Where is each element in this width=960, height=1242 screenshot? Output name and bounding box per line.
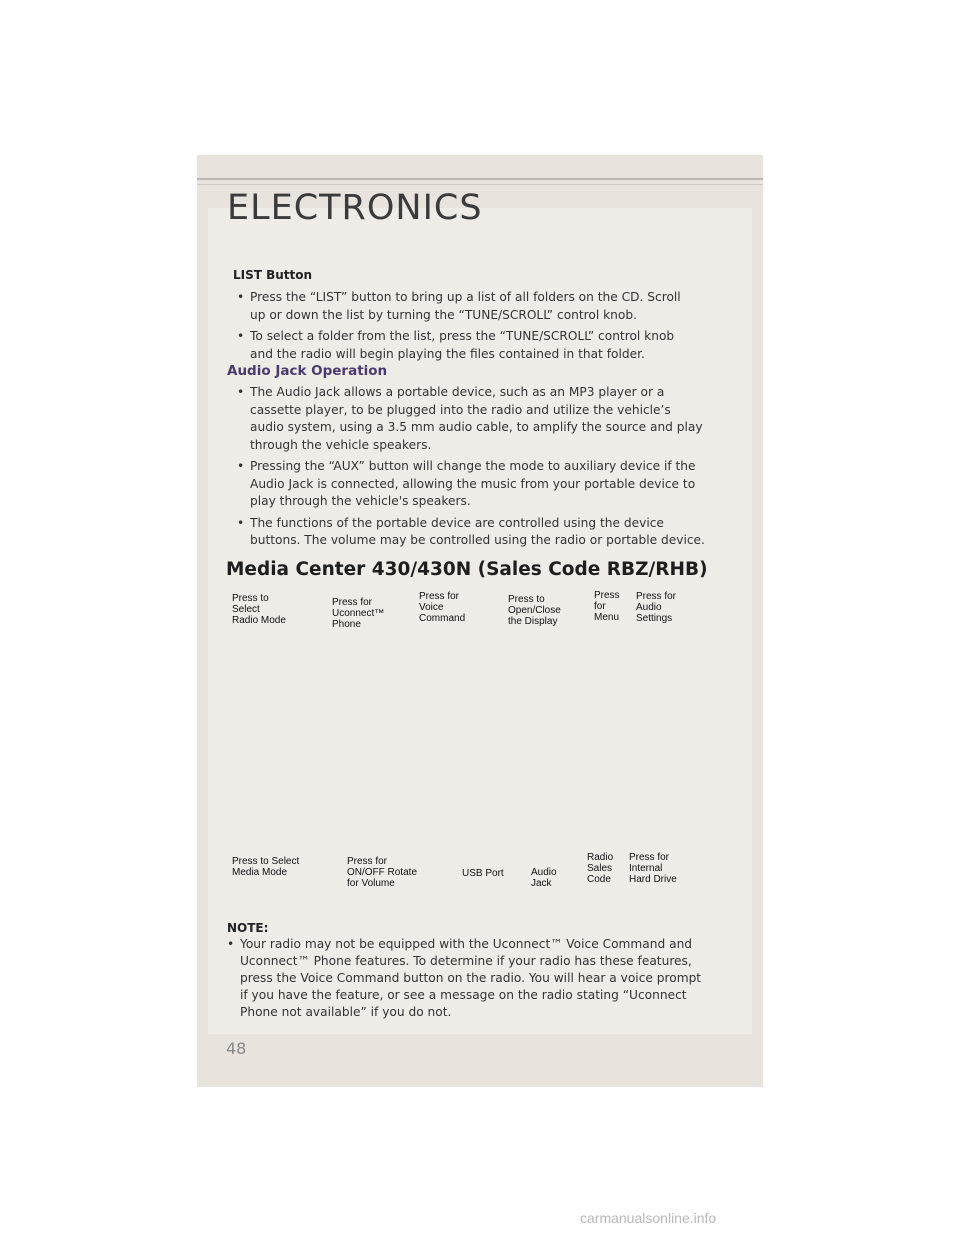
callout-radio-sales-code: Radio Sales Code bbox=[587, 852, 614, 885]
list-item: • Press the “LIST” button to bring up a list of all folders on the CD. Scroll up or down the list by turning the “TUNE/SCROLL” control knob. bbox=[237, 289, 699, 324]
callout-media-mode: Press to Select Media Mode bbox=[232, 856, 300, 878]
list-item: • The Audio Jack allows a portable device, such as an MP3 player or a cassette player, to be plugged into the radio and utilize the vehicle’s audio system, using a 3.5 mm audio cable, to amplify the source and play through the vehicle speakers. bbox=[237, 384, 707, 454]
callout-audio-jack: Audio Jack bbox=[531, 867, 557, 889]
callout-audio-settings: Press for Audio Settings bbox=[636, 591, 677, 624]
list-button-heading: LIST Button bbox=[233, 268, 313, 282]
page-number: 48 bbox=[226, 1039, 247, 1058]
callout-menu: Press for Menu bbox=[594, 590, 620, 623]
callout-usb-port: USB Port bbox=[462, 868, 504, 879]
callout-internal-hard-drive: Press for Internal Hard Drive bbox=[629, 852, 677, 885]
header-rule bbox=[197, 178, 763, 180]
section-title: ELECTRONICS bbox=[227, 188, 483, 228]
callout-radio-mode: Press to Select Radio Mode bbox=[232, 593, 286, 626]
audio-jack-bullets bbox=[237, 384, 707, 554]
list-item: • To select a folder from the list, press the “TUNE/SCROLL” control knob and the radio will begin playing the files contained in that folder. bbox=[237, 328, 699, 363]
note-bullets bbox=[227, 936, 707, 1021]
list-item: • The functions of the portable device are controlled using the device buttons. The volume may be controlled using the radio or portable device. bbox=[237, 515, 707, 550]
header-rule-thin bbox=[197, 184, 763, 185]
watermark: carmanualsonline.info bbox=[580, 1210, 717, 1226]
list-item: • Pressing the “AUX” button will change the mode to auxiliary device if the Audio Jack is connected, allowing the music from your portable device to play through the vehicle's speakers. bbox=[237, 458, 707, 511]
callout-on-off-volume: Press for ON/OFF Rotate for Volume bbox=[347, 856, 418, 889]
audio-jack-heading: Audio Jack Operation bbox=[227, 363, 388, 379]
callout-uconnect-phone: Press for Uconnect™ Phone bbox=[332, 597, 385, 630]
list-item: • Your radio may not be equipped with the Uconnect™ Voice Command and Uconnect™ Phone features. To determine if your radio has these features, press the Voice Command button on the radio. You will hear a voice prompt if you have the feature, or see a message on the radio stating “Uconnect Phone not available” if you do not. bbox=[227, 936, 707, 1021]
note-label: NOTE: bbox=[227, 921, 269, 935]
callout-open-close-display: Press to Open/Close the Display bbox=[508, 594, 561, 627]
media-center-heading: Media Center 430/430N (Sales Code RBZ/RHB) bbox=[226, 559, 708, 580]
callout-voice-command: Press for Voice Command bbox=[419, 591, 466, 624]
list-button-bullets bbox=[237, 289, 699, 367]
